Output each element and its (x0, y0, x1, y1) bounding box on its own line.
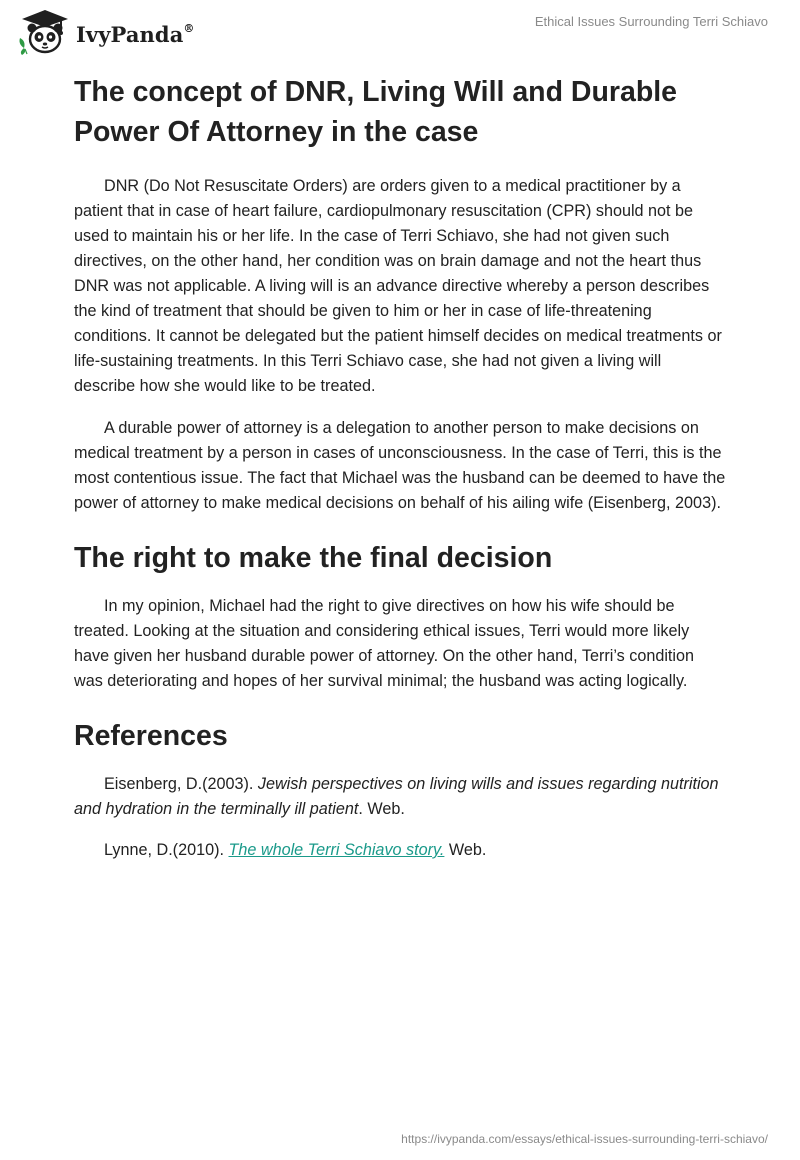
footer-source-url: https://ivypanda.com/essays/ethical-issues-surrounding-terri-schiavo/ (401, 1132, 768, 1146)
section-heading-references: References (74, 720, 228, 752)
section-heading-final-decision: The right to make the final decision (74, 542, 553, 574)
section-heading-dnr-living-will: The concept of DNR, Living Will and Durable Power Of Attorney in the case (74, 76, 678, 148)
reference-lynne-author: Lynne, D.(2010). (104, 841, 229, 859)
document-running-title: Ethical Issues Surrounding Terri Schiavo (534, 14, 768, 29)
reference-eisenberg-author: Eisenberg, D.(2003). (104, 775, 258, 793)
reference-lynne-link[interactable]: The whole Terri Schiavo story. (228, 841, 445, 859)
reference-lynne (74, 838, 726, 863)
reference-lynne-suffix: Web. (444, 841, 487, 859)
ivypanda-logo[interactable] (16, 8, 195, 56)
paragraph-dnr-living-will: DNR (Do Not Resuscitate Orders) are orders given to a medical practitioner by a patient that in case of heart failure, cardiopulmonary resuscitation (CPR) should not be used to maintain his or her life. In the case of Terri Schiavo, she had not given such directives, on the other hand, her condition was on brain damage and not the heart thus DNR was not applicable. A living will is an advance directive whereby a person describes the kind of treatment that should be given to him or her in case of life-threatening conditions. It cannot be delegated but the patient himself decides on medical treatments or life-sustaining treatments. In this Terri Schiavo case, she had not given a living will describe how she would like to be treated. (74, 177, 722, 395)
registered-mark: ® (183, 21, 195, 35)
essay-content (74, 72, 726, 879)
reference-eisenberg-suffix: . Web. (358, 800, 405, 818)
reference-eisenberg-title: Jewish perspectives on living wills and issues regarding nutrition and hydration in the terminally ill patient (74, 775, 719, 818)
page-header (0, 0, 800, 70)
paragraph-durable-power-of-attorney: A durable power of attorney is a delegation to another person to make decisions on medical treatment by a person in cases of unconsciousness. In the case of Terri, this is the most contentious issue. The fact that Michael was the husband can be deemed to have the power of attorney to make medical decisions on behalf of his ailing wife (Eisenberg, 2003). (74, 419, 726, 512)
reference-eisenberg (74, 772, 726, 822)
panda-graduate-icon (16, 8, 74, 56)
brand-text: IvyPanda (76, 21, 184, 47)
paragraph-final-decision: In my opinion, Michael had the right to give directives on how his wife should be treated. Looking at the situation and considering ethical issues, Terri would more likely have given her husband durable power of attorney. On the other hand, Terri’s condition was deteriorating and hopes of her survival minimal; the husband was acting logically. (74, 597, 695, 690)
brand-name (76, 22, 195, 47)
